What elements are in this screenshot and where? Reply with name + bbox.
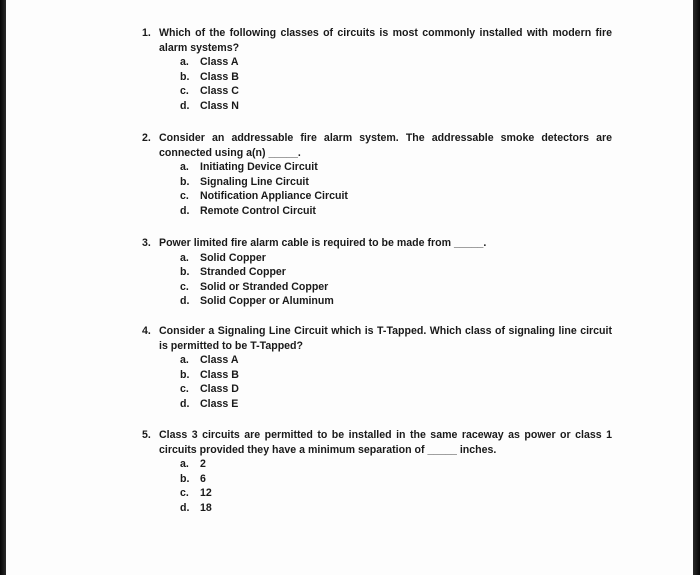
option-text: Signaling Line Circuit [200,175,309,188]
question-number: 2. [142,132,151,144]
option-text: 6 [200,472,206,485]
option-a[interactable] [142,55,612,70]
option-letter: a. [180,161,189,174]
question-text: Power limited fire alarm cable is required to be made from _____. [159,237,487,249]
option-text: Class D [200,383,239,396]
option-letter: d. [180,99,190,112]
option-c[interactable] [142,382,612,397]
option-letter: c. [180,487,189,500]
option-text: Class A [200,354,239,367]
option-a[interactable] [142,353,612,368]
option-d[interactable] [142,294,612,309]
question-text: Consider a Signaling Line Circuit which is T-Tapped. Which class of signaling line circuit is permitted to be T-Tapped? [159,325,612,352]
option-letter: a. [180,354,189,367]
option-text: 12 [200,487,212,500]
option-letter: a. [180,251,189,264]
option-c[interactable] [142,280,612,295]
option-letter: c. [180,85,189,98]
option-text: Class C [200,85,239,98]
option-d[interactable] [142,204,612,219]
option-text: Stranded Copper [200,266,286,279]
option-c[interactable] [142,189,612,204]
option-text: Class B [200,368,239,381]
option-c[interactable] [142,84,612,99]
option-b[interactable] [142,368,612,383]
options-list [142,353,612,411]
option-text: Class A [200,56,239,69]
option-text: Solid Copper [200,251,266,264]
option-letter: d. [180,204,190,217]
question-number: 5. [142,429,151,441]
option-letter: b. [180,70,190,83]
option-letter: b. [180,175,190,188]
document-page [6,0,693,575]
question-3 [142,236,612,309]
option-text: Solid or Stranded Copper [200,280,329,293]
option-text: Initiating Device Circuit [200,161,318,174]
option-letter: d. [180,295,190,308]
option-text: Class N [200,99,239,112]
option-letter: b. [180,266,190,279]
option-text: Notification Appliance Circuit [200,190,348,203]
question-number: 3. [142,237,151,249]
options-list [142,160,612,218]
option-letter: c. [180,383,189,396]
option-letter: d. [180,501,190,514]
option-text: Class B [200,70,239,83]
option-b[interactable] [142,70,612,85]
option-letter: d. [180,397,190,410]
option-text: 18 [200,501,212,514]
question-5 [142,428,612,516]
option-a[interactable] [142,160,612,175]
option-text: 2 [200,458,206,471]
question-number: 4. [142,325,151,337]
option-text: Solid Copper or Aluminum [200,295,334,308]
option-letter: a. [180,458,189,471]
question-1 [142,26,612,114]
options-list [142,251,612,309]
question-text: Which of the following classes of circuits is most commonly installed with modern fire alarm systems? [159,27,612,54]
option-letter: c. [180,190,189,203]
options-list [142,457,612,515]
option-d[interactable] [142,397,612,412]
option-letter: c. [180,280,189,293]
option-letter: a. [180,56,189,69]
option-text: Class E [200,397,239,410]
option-d[interactable] [142,501,612,516]
question-text: Consider an addressable fire alarm system. The addressable smoke detectors are connected using a(n) _____. [159,132,612,159]
question-number: 1. [142,27,151,39]
question-text: Class 3 circuits are permitted to be installed in the same raceway as power or class 1 circuits provided they have a minimum separation of _____ inches. [159,429,612,456]
option-b[interactable] [142,472,612,487]
option-letter: b. [180,368,190,381]
question-4 [142,324,612,412]
option-d[interactable] [142,99,612,114]
option-b[interactable] [142,175,612,190]
option-c[interactable] [142,486,612,501]
option-a[interactable] [142,457,612,472]
question-2 [142,131,612,219]
option-a[interactable] [142,251,612,266]
option-b[interactable] [142,265,612,280]
right-border [693,0,700,575]
option-letter: b. [180,472,190,485]
options-list [142,55,612,113]
option-text: Remote Control Circuit [200,204,316,217]
